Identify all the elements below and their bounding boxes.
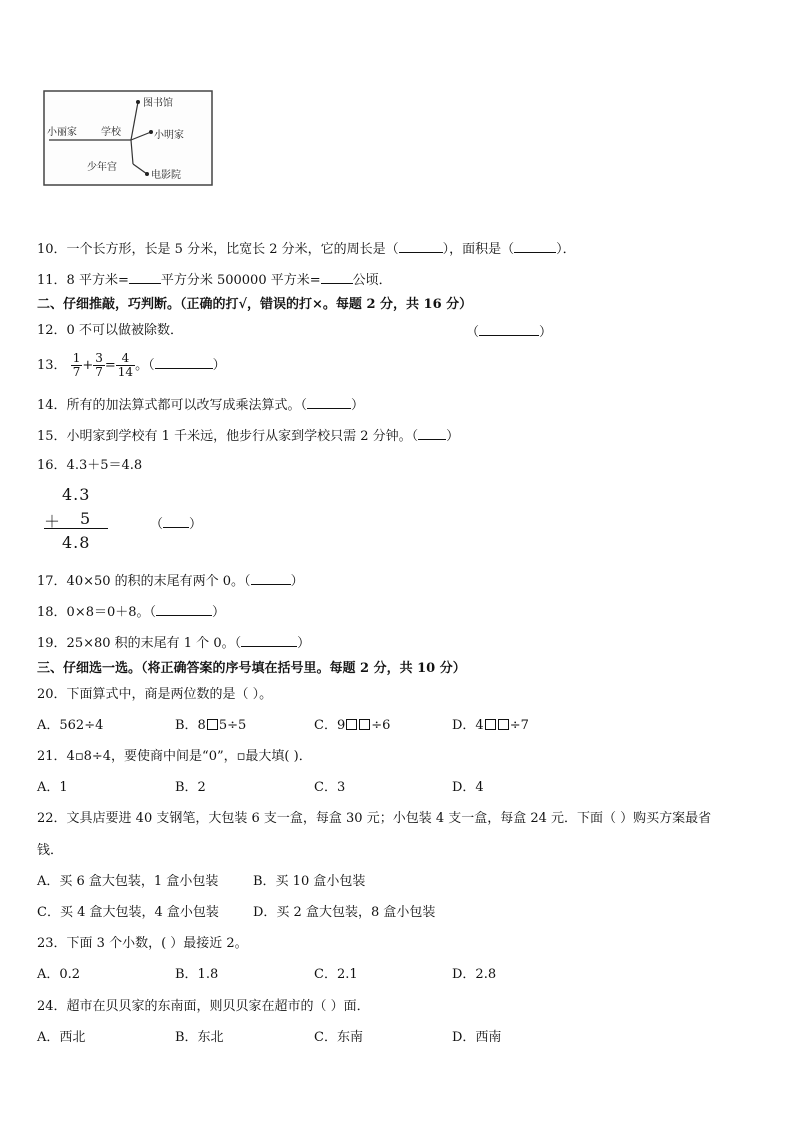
- box-icon: [485, 719, 496, 730]
- q22-option-c[interactable]: C．买 4 盒大包装，4 盒小包装: [37, 905, 219, 920]
- label-library: 图书馆: [143, 98, 173, 109]
- question-13: 13． $\frac{1}{7}$ + $\frac{3}{7}$ = $\frac{4}{14}$ 。（ ）: [37, 351, 226, 379]
- answer-blank[interactable]: [163, 515, 189, 528]
- answer-blank[interactable]: [251, 572, 291, 585]
- section-3-heading: 三、仔细选一选。（将正确答案的序号填在括号里。每题 2 分，共 10 分）: [37, 661, 466, 676]
- xiaoming-dot: [149, 130, 153, 134]
- fraction-1-7: $\frac{1}{7}$: [72, 351, 81, 379]
- q24-option-d[interactable]: D．西南: [452, 1030, 502, 1045]
- answer-blank[interactable]: [418, 427, 446, 440]
- label-cinema: 电影院: [151, 170, 181, 181]
- answer-blank[interactable]: [514, 240, 556, 253]
- answer-blank[interactable]: [241, 634, 297, 647]
- label-youth-palace: 少年宫: [87, 162, 117, 173]
- fraction-4-14: $\frac{4}{14}$: [117, 351, 134, 379]
- answer-blank[interactable]: [156, 603, 212, 616]
- fraction-3-7: $\frac{3}{7}$: [95, 351, 103, 379]
- question-23: 23．下面 3 个小数，( ）最接近 2。: [37, 936, 248, 951]
- answer-blank[interactable]: [129, 271, 161, 284]
- question-24: 24．超市在贝贝家的东南面，则贝贝家在超市的（ ）面．: [37, 999, 370, 1014]
- q23-option-d[interactable]: D．2.8: [452, 967, 497, 982]
- q22-option-b[interactable]: B．买 10 盒小包装: [253, 874, 366, 889]
- vertical-calc-plus: ＋: [44, 512, 62, 531]
- q21-option-b[interactable]: B．2: [175, 780, 206, 795]
- q23-option-a[interactable]: A．0.2: [37, 967, 81, 982]
- label-school: 学校: [101, 127, 121, 138]
- question-19: 19．25×80 积的末尾有 1 个 0。（ ）: [37, 636, 311, 651]
- vertical-calc-result: 4.8: [62, 533, 91, 552]
- q24-option-c[interactable]: C．东南: [314, 1030, 363, 1045]
- map-figure: [43, 90, 213, 186]
- q20-option-c[interactable]: C．9 ÷6: [314, 718, 391, 733]
- q24-option-b[interactable]: B．东北: [175, 1030, 224, 1045]
- question-12: 12．0 不可以做被除数．: [37, 323, 183, 338]
- question-14: 14．所有的加法算式都可以改写成乘法算式。（ ）: [37, 398, 365, 413]
- q21-option-c[interactable]: C．3: [314, 780, 346, 795]
- answer-blank[interactable]: [479, 323, 539, 336]
- question-20: 20．下面算式中，商是两位数的是（ ）。: [37, 687, 273, 702]
- cinema-dot: [145, 172, 149, 176]
- answer-blank[interactable]: [155, 356, 213, 369]
- q22-option-a[interactable]: A．买 6 盒大包装，1 盒小包装: [37, 874, 219, 889]
- question-10: 10．一个长方形，长是 5 分米，比宽长 2 分米，它的周长是（ ），面积是（ ）．: [37, 242, 576, 257]
- box-icon: [346, 719, 357, 730]
- question-11: 11．8 平方米= 平方分米 500000 平方米= 公顷．: [37, 273, 392, 288]
- question-15: 15．小明家到学校有 1 千米远，他步行从家到学校只需 2 分钟。（ ）: [37, 429, 460, 444]
- question-16: 16．4.3＋5＝4.8: [37, 458, 143, 473]
- question-21: 21．4▫8÷4，要使商中间是“0”，▫最大填( )．: [37, 749, 312, 764]
- question-17: 17．40×50 的积的末尾有两个 0。（ ）: [37, 574, 304, 589]
- answer-blank[interactable]: [307, 396, 351, 409]
- answer-blank[interactable]: [399, 240, 443, 253]
- q24-option-a[interactable]: A．西北: [37, 1030, 86, 1045]
- question-16-answer[interactable]: （ ）: [150, 517, 203, 532]
- q20-option-d[interactable]: D．4 ÷7: [452, 718, 529, 733]
- box-icon: [359, 719, 370, 730]
- vertical-calc-mid: 5: [80, 509, 92, 528]
- box-icon: [207, 719, 218, 730]
- library-dot: [136, 100, 140, 104]
- q23-option-c[interactable]: C．2.1: [314, 967, 358, 982]
- question-22-line-2: 钱．: [37, 843, 64, 858]
- q21-option-d[interactable]: D．4: [452, 780, 484, 795]
- answer-blank[interactable]: [321, 271, 353, 284]
- map-frame: [44, 91, 212, 185]
- question-22-line-1: 22．文具店要进 40 支钢笔，大包装 6 支一盒，每盒 30 元；小包装 4 支一盒，每盒 24 元．下面（ ）购买方案最省: [37, 811, 712, 826]
- vertical-calc-rule: [44, 528, 108, 529]
- q20-option-a[interactable]: A．562÷4: [37, 718, 104, 733]
- section-2-heading: 二、仔细推敲，巧判断。（正确的打√，错误的打×。每题 2 分，共 16 分）: [37, 297, 473, 312]
- q21-option-a[interactable]: A．1: [37, 780, 68, 795]
- q23-option-b[interactable]: B．1.8: [175, 967, 219, 982]
- label-xiaoli-home: 小丽家: [47, 127, 77, 138]
- q22-option-d[interactable]: D．买 2 盒大包装，8 盒小包装: [253, 905, 436, 920]
- q20-option-b[interactable]: B．8 5÷5: [175, 718, 247, 733]
- vertical-calc-top: 4.3: [62, 485, 91, 504]
- label-xiaoming-home: 小明家: [154, 130, 184, 141]
- question-18: 18．0×8＝0＋8。（ ）: [37, 605, 226, 620]
- question-12-answer[interactable]: （ ）: [466, 325, 553, 340]
- box-icon: [498, 719, 509, 730]
